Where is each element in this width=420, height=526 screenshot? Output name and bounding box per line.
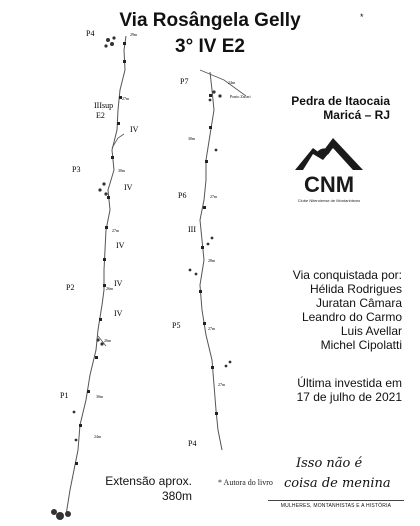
grade-label: IV [116, 241, 125, 250]
climber-5: Michel Cipolatti [320, 338, 402, 352]
title-asterisk: * [360, 12, 364, 22]
pitch-label: P3 [72, 165, 81, 174]
climber-4: Luis Avellar [340, 324, 402, 338]
annotation-label: Ponto Zacari [230, 94, 251, 99]
pitch-label: P6 [178, 191, 187, 200]
last-update-line2: 17 de julho de 2021 [296, 390, 402, 404]
distance-label: 27m [218, 382, 226, 387]
pitch-label: P2 [66, 283, 75, 292]
distance-label: 26m [104, 338, 112, 343]
climber-1: Hélida Rodrigues [309, 282, 402, 296]
distance-label: 28m [208, 258, 216, 263]
pitch-label: P7 [180, 77, 189, 86]
mountain-logo-icon [293, 132, 365, 210]
grade-label: IV [114, 279, 123, 288]
ridge-line [200, 70, 246, 96]
book-divider [268, 500, 404, 501]
distance-label: 27m [112, 228, 120, 233]
credits-block [293, 268, 402, 352]
book-subtitle: MULHERES, MONTANHISTAS E A HISTÓRIA [280, 503, 392, 509]
route-grade: 3° IV E2 [175, 36, 245, 57]
distance-label: 30m [96, 394, 104, 399]
pitch-label: P4 [188, 439, 197, 448]
pitch-label: P5 [172, 321, 181, 330]
club-subtitle: Clube Niteroiense de Montanhismo [297, 198, 361, 203]
book-title-line2: coisa de menina [284, 476, 391, 491]
route-title: Via Rosângela Gelly [119, 10, 301, 31]
grade-label: IV [130, 125, 139, 134]
grade-label: IV [124, 183, 133, 192]
climber-3: Leandro do Carmo [301, 310, 402, 324]
extension-label: Extensão aprox. [105, 474, 192, 488]
distance-label: 29m [130, 32, 138, 37]
climber-2: Juratan Câmara [315, 296, 402, 310]
distance-label: 27m [210, 194, 218, 199]
location-line1: Pedra de Itaocaia [291, 94, 390, 108]
extension-value: 380m [161, 489, 192, 503]
distance-label: 26m [106, 286, 114, 291]
grade-label: IIIsup [94, 101, 114, 110]
last-update [297, 376, 402, 404]
grade-label: III [188, 225, 196, 234]
book-title-line1: Isso não é [296, 456, 363, 471]
last-update-line1: Última investida em [297, 376, 402, 390]
distance-label: 27m [208, 326, 216, 331]
distance-label: 27m [122, 96, 130, 101]
grade-label: IV [114, 309, 123, 318]
pitch-label: P4 [86, 29, 95, 38]
credits-heading: Via conquistada por: [292, 268, 402, 282]
distance-label: 30m [118, 168, 126, 173]
distance-label: 30m [188, 136, 196, 141]
distance-label: 24m [228, 80, 236, 85]
club-name: CNM [303, 172, 355, 197]
footnote: * Autora do livro [218, 478, 273, 487]
pitch-label: P1 [60, 391, 69, 400]
distance-label: 24m [94, 434, 102, 439]
location-line2: Maricá – RJ [323, 108, 390, 122]
grade-label: E2 [96, 111, 105, 120]
